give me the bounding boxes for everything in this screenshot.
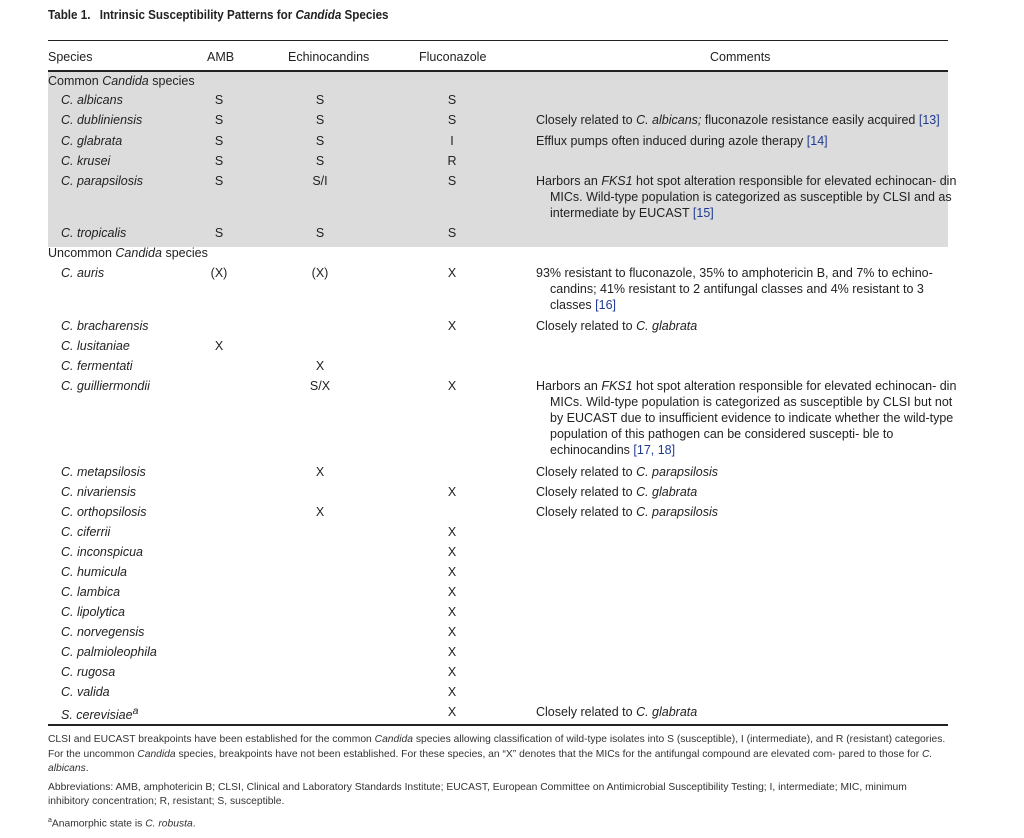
table-bottom-rule — [48, 724, 948, 726]
comment-text — [536, 464, 958, 480]
species-name — [61, 358, 133, 374]
footnote-abbreviations: Abbreviations: AMB, amphotericin B; CLSI, Clinical and Laboratory Standards Institute; EUCAST, European Committee on Antimicrobial Susceptibility Testing; I, intermediate; MIC, minimum inhibitory concentration; R, resistant; S, susceptible. — [48, 781, 907, 807]
amb-value: S — [214, 154, 224, 168]
footnote-breakpoints — [48, 733, 948, 777]
species-name — [61, 564, 127, 580]
text-run: Closely related to — [536, 113, 637, 127]
species-name — [61, 378, 150, 394]
italic-text: C. glabrata — [636, 319, 698, 333]
text-run: . — [192, 817, 196, 829]
italic-text: C. glabrata — [636, 485, 698, 499]
echinocandins-value: S — [315, 93, 325, 107]
comment-text — [536, 704, 958, 720]
species-name-text: C. norvegensis — [61, 625, 145, 639]
species-name-text: C. lipolytica — [61, 605, 125, 619]
table-number: Table 1. — [48, 8, 91, 22]
fluconazole-value: X — [447, 645, 457, 659]
table-title-suffix: Species — [341, 8, 389, 22]
amb-value: S — [214, 174, 224, 188]
table-title-italic: Candida — [295, 8, 342, 22]
fluconazole-value: S — [447, 113, 457, 127]
group-label-prefix: Uncommon — [48, 246, 116, 260]
echinocandins-value: S — [315, 113, 325, 127]
fluconazole-value: X — [447, 266, 457, 280]
group-label-suffix: species — [161, 246, 208, 260]
species-name-text: C. orthopsilosis — [61, 505, 147, 519]
fluconazole-value: S — [447, 93, 457, 107]
species-name — [61, 133, 122, 149]
species-name-text: C. fermentati — [61, 359, 133, 373]
text-run: Closely related to — [536, 485, 637, 499]
fluconazole-value: X — [447, 585, 457, 599]
text-run: Harbors an — [536, 174, 602, 188]
species-name-text: C. ciferrii — [61, 525, 111, 539]
reference-link: [14] — [806, 134, 828, 148]
species-name-text: C. metapsilosis — [61, 465, 146, 479]
group-label — [48, 245, 208, 261]
species-name-text: C. rugosa — [61, 665, 116, 679]
species-name-text: C. auris — [61, 266, 105, 280]
species-name — [61, 484, 136, 500]
text-run: Closely related to — [536, 505, 637, 519]
echinocandins-value: (X) — [311, 266, 329, 280]
fluconazole-value: X — [447, 525, 457, 539]
italic-text: C. albicans — [48, 748, 933, 774]
fluconazole-value: X — [447, 705, 457, 719]
species-name — [61, 544, 143, 560]
header-species: Species — [48, 50, 93, 64]
fluconazole-value: S — [447, 226, 457, 240]
species-name-text: C. valida — [61, 685, 110, 699]
italic-text: C. robusta — [145, 817, 193, 829]
table-top-rule — [48, 40, 948, 41]
header-echinocandins: Echinocandins — [288, 50, 370, 64]
species-name — [61, 318, 149, 334]
footnote-anamorphic — [48, 814, 948, 832]
echinocandins-value: S — [315, 226, 325, 240]
species-name-text: C. krusei — [61, 154, 111, 168]
species-name-text: C. lusitaniae — [61, 339, 130, 353]
species-name — [61, 664, 115, 680]
text-run: hot spot alteration responsible for elevated echinocan- din MICs. Wild-type population is categorized as susceptible by CLSI and as intermediate by EUCAST — [550, 174, 957, 220]
italic-text: C. albicans; — [636, 113, 702, 127]
echinocandins-value: S/I — [312, 174, 328, 188]
species-name-text: C. albicans — [61, 93, 123, 107]
echinocandins-value: S — [315, 154, 325, 168]
species-name — [61, 604, 125, 620]
amb-value: S — [214, 113, 224, 127]
comment-text — [536, 265, 958, 313]
amb-value: (X) — [210, 266, 228, 280]
italic-text: C. parapsilosis — [636, 505, 719, 519]
amb-value: S — [214, 93, 224, 107]
text-run: species, breakpoints have not been established. For these species, an “X” denotes that the MICs for the antifungal compound are elevated com- pared to those for — [175, 748, 923, 760]
species-name-text: C. parapsilosis — [61, 174, 143, 188]
fluconazole-value: X — [447, 485, 457, 499]
species-name — [61, 644, 157, 660]
comment-text — [536, 133, 958, 149]
comment-text — [536, 112, 958, 128]
text-run: . — [85, 763, 89, 774]
species-name — [61, 112, 142, 128]
species-name — [61, 338, 130, 354]
superscript: a — [48, 816, 52, 824]
text-run: hot spot alteration responsible for elevated echinocan- din MICs. Wild-type population is categorized as susceptible by CLSI but not by EUCAST due to insufficient evidence to indicate whether the wild-type population of this pathogen can be considered suscepti- ble to echinocandins — [550, 379, 957, 457]
table-title — [48, 8, 389, 22]
comment-text — [536, 484, 958, 500]
reference-link: [16] — [595, 298, 617, 312]
amb-value: S — [214, 226, 224, 240]
group-label-prefix: Common — [48, 74, 103, 88]
fluconazole-value: R — [447, 154, 457, 168]
comment-text — [536, 318, 958, 334]
reference-link: [15] — [692, 206, 714, 220]
header-fluconazole: Fluconazole — [419, 50, 487, 64]
species-name-text: C. dubliniensis — [61, 113, 143, 127]
text-run: 93% resistant to fluconazole, 35% to amphotericin B, and 7% to echino- candins; 41% resistant to 2 antifungal classes and 4% resistant to 3 classes — [536, 266, 933, 312]
header-amb: AMB — [207, 50, 235, 64]
amb-value: S — [214, 134, 224, 148]
text-run: Closely related to — [536, 705, 637, 719]
echinocandins-value: X — [315, 505, 325, 519]
species-name — [61, 684, 110, 700]
species-name — [61, 225, 126, 241]
group-label — [48, 73, 195, 89]
text-run: CLSI and EUCAST breakpoints have been established for the common — [48, 734, 375, 745]
species-footnote-marker: a — [132, 706, 139, 717]
reference-link: [17, 18] — [633, 443, 676, 457]
group-label-italic: Candida — [102, 74, 149, 88]
italic-text: Candida — [374, 734, 413, 745]
echinocandins-value: X — [315, 465, 325, 479]
species-name — [61, 153, 110, 169]
fluconazole-value: S — [447, 174, 457, 188]
species-name-text: C. bracharensis — [61, 319, 149, 333]
species-name-text: C. glabrata — [61, 134, 123, 148]
reference-link: [13] — [918, 113, 940, 127]
species-name-text: C. humicula — [61, 565, 127, 579]
species-name-text: C. lambica — [61, 585, 121, 599]
header-comments: Comments — [710, 50, 771, 64]
fluconazole-value: X — [447, 379, 457, 393]
text-run: species allowing classification of wild-type isolates into S (susceptible), I (intermediate), and R (resistant) categories. For the uncommon — [48, 734, 946, 760]
text-run: fluconazole resistance easily acquired — [701, 113, 919, 127]
species-name — [61, 524, 110, 540]
species-name-text: C. tropicalis — [61, 226, 127, 240]
species-name — [61, 173, 143, 189]
species-name-text: C. palmioleophila — [61, 645, 157, 659]
fluconazole-value: X — [447, 319, 457, 333]
table-title-text: Intrinsic Susceptibility Patterns for — [99, 8, 296, 22]
italic-text: C. parapsilosis — [636, 465, 719, 479]
echinocandins-value: S/X — [309, 379, 331, 393]
fluconazole-value: X — [447, 685, 457, 699]
fluconazole-value: X — [447, 565, 457, 579]
comment-text — [536, 378, 958, 458]
italic-text: Candida — [137, 748, 176, 760]
group-label-italic: Candida — [115, 246, 162, 260]
species-name-text: S. cerevisiae — [61, 708, 133, 723]
species-name — [61, 265, 104, 281]
species-name — [61, 624, 144, 640]
echinocandins-value: S — [315, 134, 325, 148]
fluconazole-value: X — [447, 605, 457, 619]
fluconazole-value: X — [447, 545, 457, 559]
italic-text: FKS1 — [601, 379, 633, 393]
species-name — [61, 704, 138, 723]
species-name — [61, 92, 123, 108]
group-label-suffix: species — [148, 74, 195, 88]
echinocandins-value: X — [315, 359, 325, 373]
species-name-text: C. nivariensis — [61, 485, 137, 499]
fluconazole-value: I — [450, 134, 454, 148]
species-name-text: C. guilliermondii — [61, 379, 150, 393]
italic-text: FKS1 — [601, 174, 633, 188]
fluconazole-value: X — [447, 625, 457, 639]
species-name — [61, 464, 146, 480]
text-run: Harbors an — [536, 379, 602, 393]
species-name — [61, 504, 146, 520]
amb-value: X — [214, 339, 224, 353]
text-run: Anamorphic state is — [51, 817, 146, 829]
species-name — [61, 584, 120, 600]
comment-text — [536, 173, 958, 221]
text-run: Closely related to — [536, 465, 637, 479]
italic-text: C. glabrata — [636, 705, 698, 719]
fluconazole-value: X — [447, 665, 457, 679]
text-run: Closely related to — [536, 319, 637, 333]
species-name-text: C. inconspicua — [61, 545, 143, 559]
text-run: Efflux pumps often induced during azole therapy — [536, 134, 807, 148]
table-footnotes — [48, 733, 948, 835]
comment-text — [536, 504, 958, 520]
